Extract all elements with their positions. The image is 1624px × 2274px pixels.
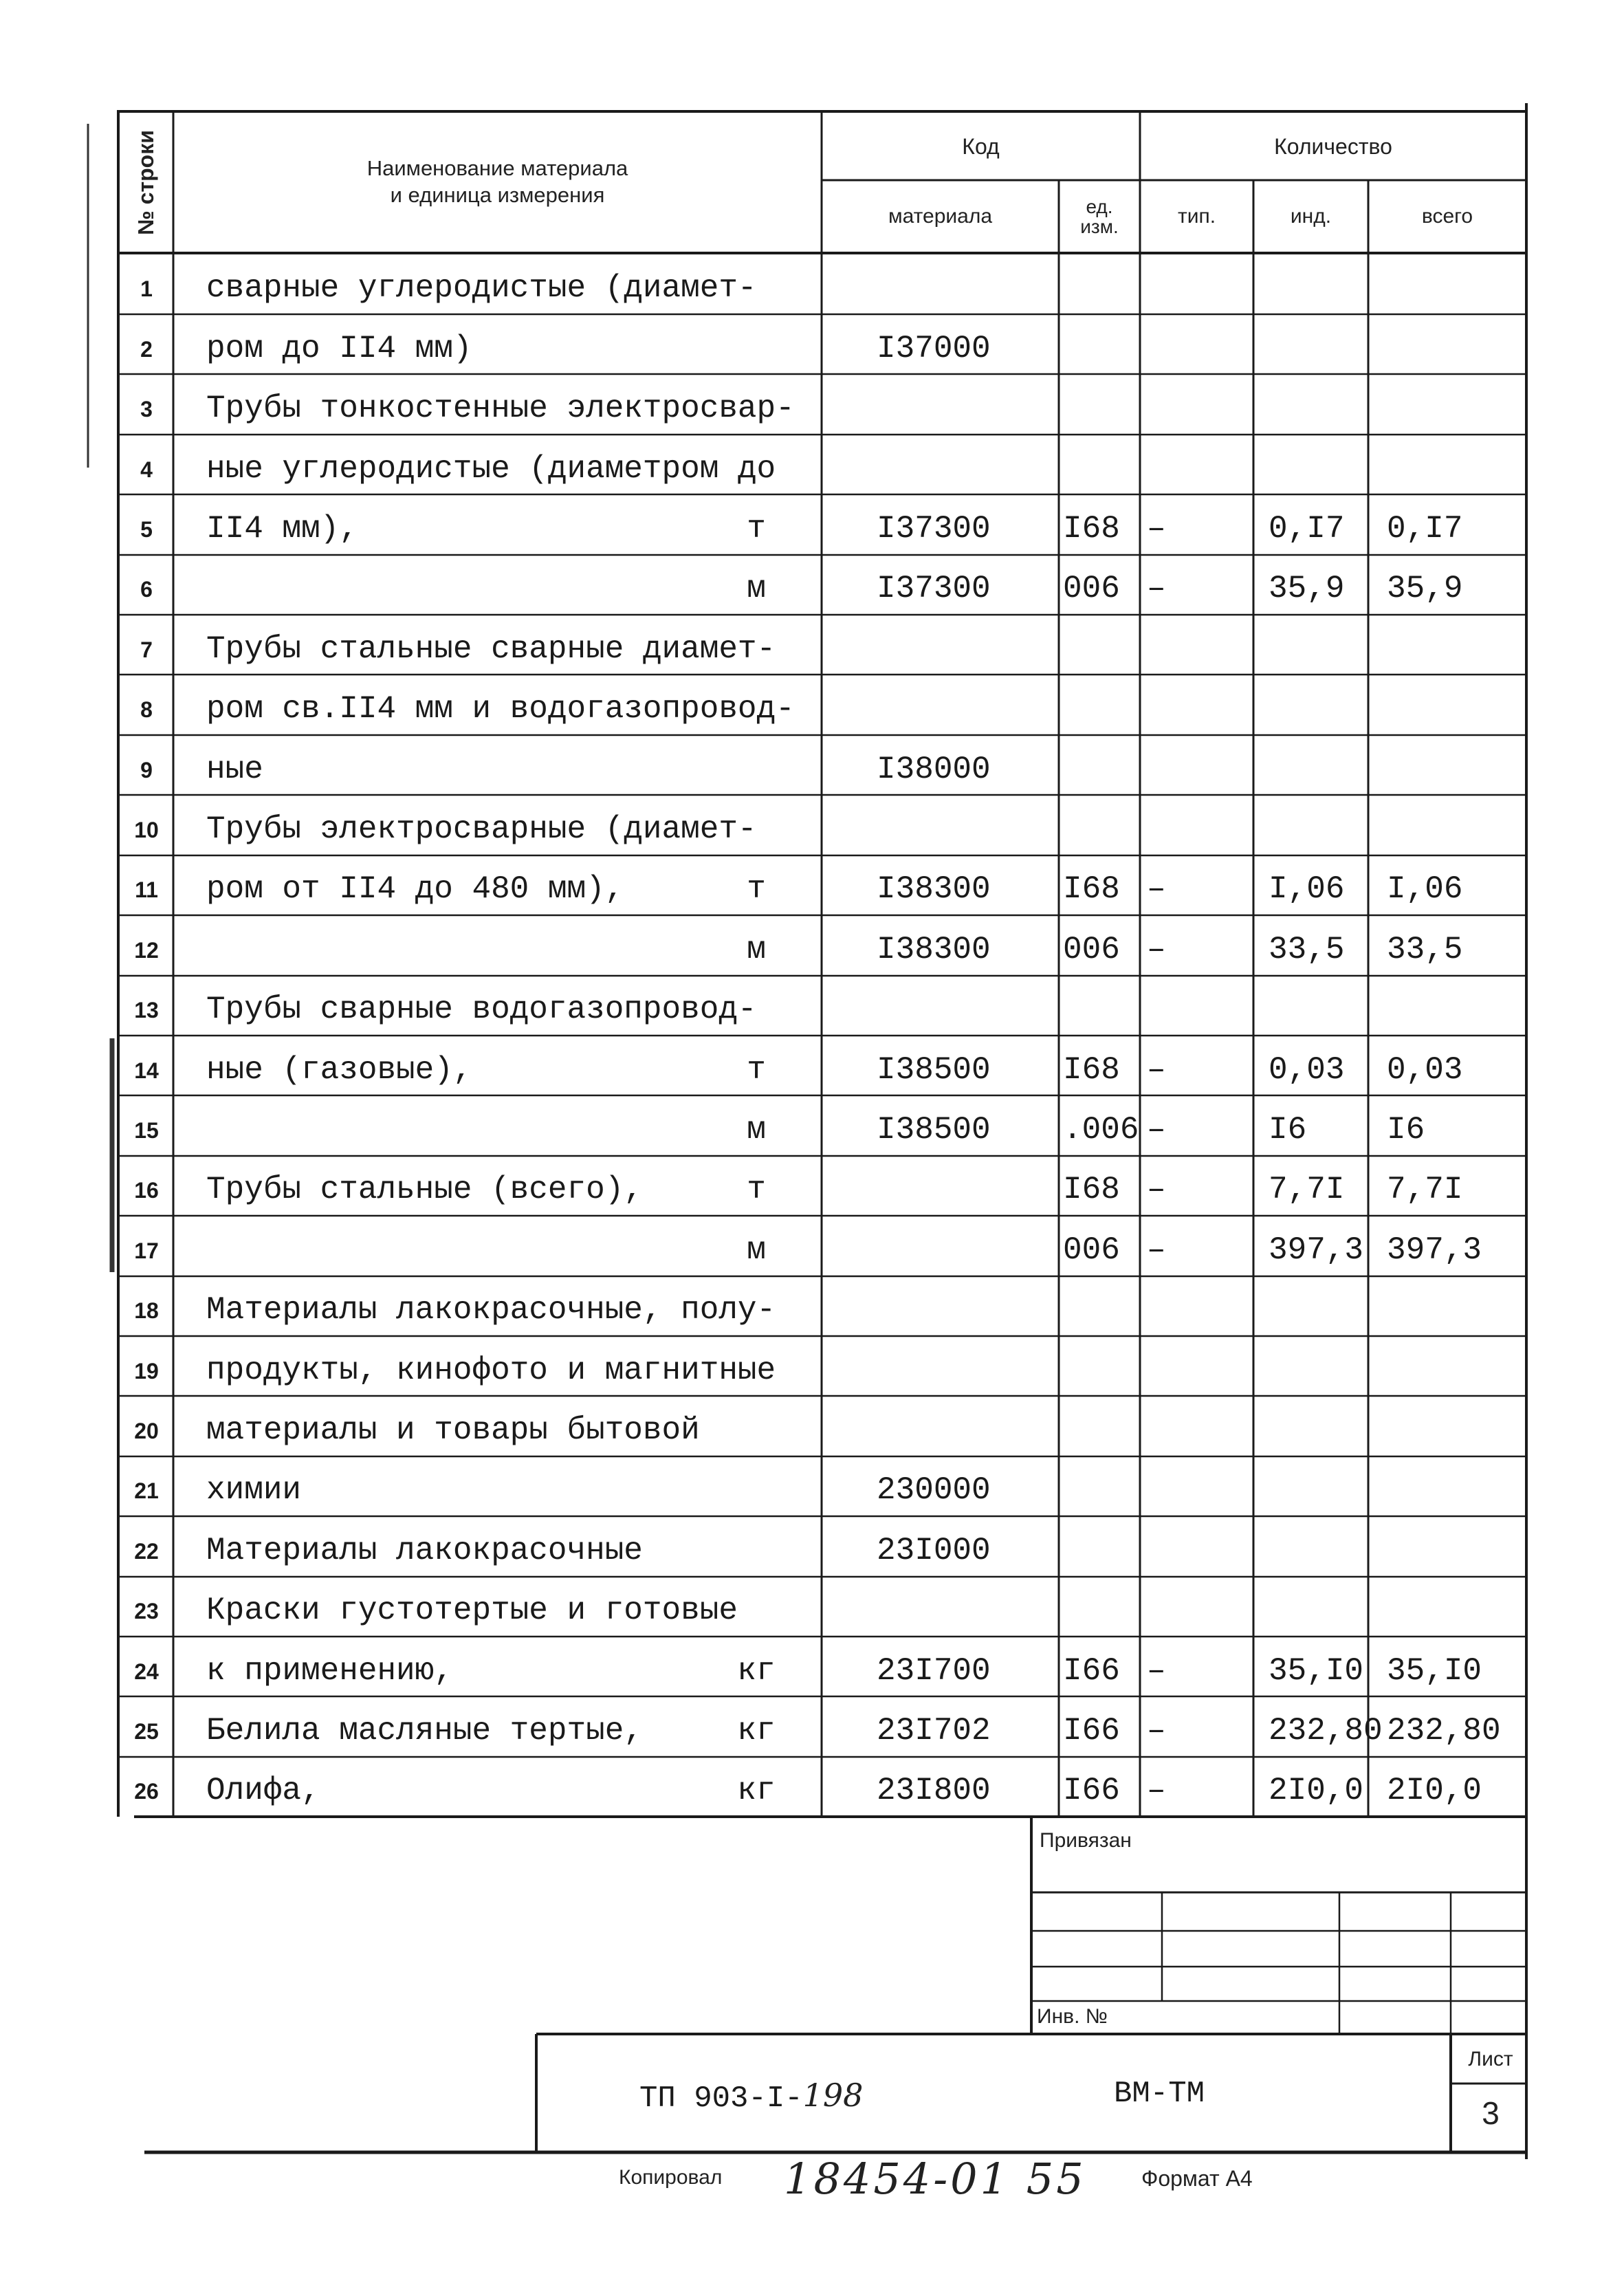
qty-ind <box>1255 1336 1368 1396</box>
qty-typ: – <box>1147 931 1166 967</box>
qty-ind: 35,9 <box>1269 571 1345 607</box>
unit-label <box>736 314 777 374</box>
material-code: I38300 <box>877 871 991 908</box>
table-row <box>0 1397 1624 1456</box>
qty-total <box>1370 1276 1521 1336</box>
qty-total <box>1370 1516 1521 1576</box>
material-name: ром св.II4 мм и водогазопровод- <box>206 691 795 728</box>
unit-code <box>1059 375 1138 435</box>
table-row <box>0 1577 1624 1637</box>
row-number: 7 <box>140 637 153 662</box>
material-code <box>822 435 1042 494</box>
unit-code: 006 <box>1063 571 1120 607</box>
qty-total <box>1370 735 1521 795</box>
row-number: 11 <box>135 877 158 903</box>
code-unit-header: ед. изм. <box>1080 195 1119 237</box>
material-code <box>822 675 1042 735</box>
qty-ind: 0,03 <box>1269 1051 1345 1088</box>
unit-code <box>1059 254 1138 314</box>
qty-ind: 0,I7 <box>1269 510 1345 547</box>
quantity-header: Количество <box>1274 133 1392 159</box>
qty-typ <box>1141 735 1251 795</box>
material-code: I38300 <box>877 931 991 967</box>
table-row <box>0 555 1624 615</box>
material-name: сварные углеродистые (диамет- <box>206 270 757 307</box>
unit-label <box>736 435 777 494</box>
unit-label: т <box>747 1051 766 1088</box>
qty-ind <box>1255 976 1368 1036</box>
material-name: Олифа, <box>206 1773 320 1809</box>
unit-label <box>736 615 777 675</box>
unit-label <box>736 735 777 795</box>
material-name: II4 мм), <box>206 510 358 547</box>
unit-code <box>1059 735 1138 795</box>
table-row <box>0 915 1624 975</box>
material-code <box>822 796 1042 855</box>
material-code <box>822 254 1042 314</box>
material-code <box>822 1336 1042 1396</box>
unit-label: м <box>747 571 766 607</box>
row-number: 8 <box>140 697 153 723</box>
qty-total: I6 <box>1387 1111 1425 1148</box>
qty-total <box>1370 796 1521 855</box>
code-header: Код <box>962 133 1000 159</box>
qty-typ <box>1141 1516 1251 1576</box>
qty-total: 397,3 <box>1387 1232 1482 1268</box>
unit-code <box>1059 1397 1138 1456</box>
row-number: 15 <box>134 1117 159 1143</box>
table-row <box>0 735 1624 795</box>
table-row <box>0 615 1624 675</box>
unit-code <box>1059 796 1138 855</box>
unit-code: 006 <box>1063 931 1120 967</box>
qty-typ <box>1141 1336 1251 1396</box>
row-number: 12 <box>134 937 159 963</box>
material-code <box>822 375 1042 435</box>
unit-code <box>1059 976 1138 1036</box>
material-code <box>822 1397 1042 1456</box>
material-name: Трубы стальные сварные диамет- <box>206 631 776 667</box>
row-number: 20 <box>134 1418 159 1443</box>
qty-ind: 232,80 <box>1269 1712 1383 1749</box>
unit-label: кг <box>737 1712 776 1749</box>
material-name: ные <box>206 751 263 787</box>
qty-typ <box>1141 1456 1251 1516</box>
row-number: 17 <box>134 1238 159 1263</box>
material-code: I38500 <box>877 1111 991 1148</box>
row-number: 26 <box>134 1779 159 1804</box>
document-code: ТП 903-I-198 <box>639 2077 864 2116</box>
material-name: ные (газовые), <box>206 1051 472 1088</box>
qty-typ <box>1141 254 1251 314</box>
row-number: 18 <box>134 1298 159 1324</box>
unit-label <box>736 1516 777 1576</box>
qty-total: I,06 <box>1387 871 1463 908</box>
material-code <box>822 1276 1042 1336</box>
unit-label <box>736 1456 777 1516</box>
qty-typ: – <box>1147 871 1166 908</box>
qty-total: 35,I0 <box>1387 1652 1482 1689</box>
material-name: химии <box>206 1472 302 1509</box>
material-name: Краски густотертые и готовые <box>206 1593 738 1629</box>
row-number: 9 <box>140 757 153 783</box>
qty-total: 7,7I <box>1387 1172 1463 1208</box>
qty-typ <box>1141 435 1251 494</box>
qty-total: 232,80 <box>1387 1712 1501 1749</box>
qty-total: 33,5 <box>1387 931 1463 967</box>
unit-code <box>1059 1336 1138 1396</box>
material-code: 230000 <box>877 1472 991 1509</box>
table-row <box>0 976 1624 1036</box>
material-name: Трубы электросварные (диамет- <box>206 811 757 847</box>
unit-code: I66 <box>1063 1652 1120 1689</box>
qty-ind <box>1255 314 1368 374</box>
material-name: Трубы сварные водогазопровод- <box>206 992 757 1028</box>
qty-ind: 2I0,0 <box>1269 1773 1364 1809</box>
unit-label: т <box>747 871 766 908</box>
sheet-label: Лист <box>1468 2048 1513 2070</box>
material-name: Белила масляные тертые, <box>206 1712 643 1749</box>
qty-total: 2I0,0 <box>1387 1773 1482 1809</box>
bound-label: Привязан <box>1040 1829 1132 1852</box>
qty-ind: 397,3 <box>1269 1232 1364 1268</box>
table-row <box>0 254 1624 314</box>
unit-label: т <box>747 1172 766 1208</box>
row-number: 2 <box>140 336 153 362</box>
qty-typ-header: тип. <box>1177 205 1216 228</box>
qty-total <box>1370 254 1521 314</box>
material-name: ные углеродистые (диаметром до <box>206 450 776 487</box>
table-row <box>0 1336 1624 1396</box>
unit-label: м <box>747 1232 766 1268</box>
table-body <box>0 254 1624 1817</box>
row-number: 10 <box>134 817 159 842</box>
qty-typ <box>1141 615 1251 675</box>
unit-code: I68 <box>1063 1051 1120 1088</box>
material-code: I38500 <box>877 1051 991 1088</box>
material-name: Трубы стальные (всего), <box>206 1172 643 1208</box>
material-code <box>822 1216 1042 1276</box>
qty-ind <box>1255 1577 1368 1637</box>
row-number-header: № строки <box>133 129 158 235</box>
row-number: 4 <box>140 457 153 482</box>
unit-code <box>1059 314 1138 374</box>
material-name: материалы и товары бытовой <box>206 1412 700 1448</box>
table-row <box>0 375 1624 435</box>
unit-label <box>736 1397 777 1456</box>
qty-total <box>1370 1456 1521 1516</box>
material-name: ром от II4 до 480 мм), <box>206 871 624 908</box>
inventory-number-label: Инв. № <box>1037 2005 1108 2028</box>
qty-total <box>1370 1577 1521 1637</box>
unit-label <box>736 1276 777 1336</box>
qty-ind <box>1255 675 1368 735</box>
unit-label <box>736 1577 777 1637</box>
material-name: Трубы тонкостенные электросвар- <box>206 391 795 427</box>
qty-total <box>1370 976 1521 1036</box>
qty-ind: 7,7I <box>1269 1172 1345 1208</box>
material-code: 23I800 <box>877 1773 991 1809</box>
material-name: ром до II4 мм) <box>206 330 472 367</box>
code-material-header: материала <box>888 205 993 228</box>
qty-total <box>1370 1336 1521 1396</box>
qty-typ: – <box>1147 1111 1166 1148</box>
unit-code: .006 <box>1063 1111 1139 1148</box>
qty-ind <box>1255 735 1368 795</box>
qty-typ: – <box>1147 1773 1166 1809</box>
row-number: 25 <box>134 1718 159 1744</box>
unit-label <box>736 254 777 314</box>
qty-typ: – <box>1147 1051 1166 1088</box>
qty-ind: 35,I0 <box>1269 1652 1364 1689</box>
table-row <box>0 1096 1624 1156</box>
document-mark: ВМ-ТМ <box>1114 2077 1205 2111</box>
qty-typ: – <box>1147 510 1166 547</box>
qty-total <box>1370 1397 1521 1456</box>
table-row <box>0 314 1624 374</box>
document-code-handwritten: 198 <box>802 2077 864 2114</box>
row-number: 13 <box>134 998 159 1023</box>
table-row <box>0 1757 1624 1817</box>
table-row <box>0 855 1624 915</box>
qty-ind <box>1255 1516 1368 1576</box>
table-row <box>0 675 1624 735</box>
qty-total-header: всего <box>1421 205 1473 228</box>
table-row <box>0 435 1624 494</box>
unit-label <box>736 675 777 735</box>
row-number: 6 <box>140 577 153 602</box>
material-code: 23I702 <box>877 1712 991 1749</box>
material-name: к применению, <box>206 1652 453 1689</box>
material-code <box>822 1156 1042 1216</box>
material-code: I37300 <box>877 510 991 547</box>
qty-ind: I,06 <box>1269 871 1345 908</box>
unit-code <box>1059 1456 1138 1516</box>
material-name: продукты, кинофото и магнитные <box>206 1352 776 1388</box>
qty-total <box>1370 375 1521 435</box>
qty-typ <box>1141 675 1251 735</box>
unit-label <box>736 1336 777 1396</box>
material-name <box>206 555 736 615</box>
row-number: 3 <box>140 397 153 422</box>
material-name: Материалы лакокрасочные, полу- <box>206 1292 776 1329</box>
table-row <box>0 1697 1624 1757</box>
unit-label: м <box>747 931 766 967</box>
qty-typ: – <box>1147 571 1166 607</box>
unit-code <box>1059 1516 1138 1576</box>
qty-typ: – <box>1147 1232 1166 1268</box>
row-number: 16 <box>134 1178 159 1203</box>
table-row <box>0 1516 1624 1576</box>
table-row <box>0 1637 1624 1696</box>
row-number: 24 <box>134 1659 159 1684</box>
qty-ind <box>1255 254 1368 314</box>
row-number: 19 <box>134 1358 159 1384</box>
unit-code <box>1059 615 1138 675</box>
row-number: 22 <box>134 1538 159 1564</box>
unit-code: I68 <box>1063 510 1120 547</box>
qty-typ <box>1141 314 1251 374</box>
qty-typ <box>1141 1397 1251 1456</box>
unit-code <box>1059 675 1138 735</box>
material-code <box>822 1577 1042 1637</box>
material-code <box>822 615 1042 675</box>
unit-label: т <box>747 510 766 547</box>
material-code <box>822 976 1042 1036</box>
material-code: 23I700 <box>877 1652 991 1689</box>
material-name-header: Наименование материала и единица измерения <box>366 156 628 207</box>
row-number: 23 <box>134 1599 159 1624</box>
material-code: 23I000 <box>877 1532 991 1568</box>
qty-ind <box>1255 435 1368 494</box>
material-code: I38000 <box>877 751 991 787</box>
qty-ind: I6 <box>1269 1111 1307 1148</box>
unit-code <box>1059 1577 1138 1637</box>
unit-code <box>1059 1276 1138 1336</box>
row-number: 5 <box>140 516 153 542</box>
copy-handwritten-number: 18454-01 55 <box>784 2154 1086 2204</box>
unit-label: кг <box>737 1652 776 1689</box>
qty-total: 0,I7 <box>1387 510 1463 547</box>
row-number: 1 <box>140 276 153 302</box>
table-row <box>0 796 1624 855</box>
table-row <box>0 1276 1624 1336</box>
qty-typ <box>1141 976 1251 1036</box>
qty-ind <box>1255 375 1368 435</box>
unit-label <box>736 976 777 1036</box>
material-name: Материалы лакокрасочные <box>206 1532 643 1568</box>
qty-total: 35,9 <box>1387 571 1463 607</box>
unit-label: м <box>747 1111 766 1148</box>
qty-ind <box>1255 615 1368 675</box>
qty-ind-header: инд. <box>1290 205 1332 228</box>
unit-code <box>1059 435 1138 494</box>
qty-typ: – <box>1147 1652 1166 1689</box>
qty-ind <box>1255 796 1368 855</box>
qty-total <box>1370 675 1521 735</box>
format-label: Формат А4 <box>1141 2166 1253 2191</box>
table-row <box>0 1216 1624 1276</box>
row-number: 21 <box>134 1478 159 1504</box>
qty-ind: 33,5 <box>1269 931 1345 967</box>
qty-total: 0,03 <box>1387 1051 1463 1088</box>
table-row <box>0 1156 1624 1216</box>
qty-typ: – <box>1147 1172 1166 1208</box>
copied-by-label: Копировал <box>619 2166 723 2189</box>
table-row <box>0 1456 1624 1516</box>
unit-code: 006 <box>1063 1232 1120 1268</box>
unit-label <box>736 375 777 435</box>
qty-typ <box>1141 1276 1251 1336</box>
unit-code: I68 <box>1063 871 1120 908</box>
material-code: I37000 <box>877 330 991 367</box>
material-code: I37300 <box>877 571 991 607</box>
qty-typ <box>1141 375 1251 435</box>
unit-code: I66 <box>1063 1773 1120 1809</box>
row-number: 14 <box>134 1058 159 1083</box>
unit-label: кг <box>737 1773 776 1809</box>
qty-typ <box>1141 1577 1251 1637</box>
qty-ind <box>1255 1276 1368 1336</box>
table-row <box>0 1036 1624 1095</box>
qty-typ <box>1141 796 1251 855</box>
material-name <box>206 1096 736 1156</box>
qty-typ: – <box>1147 1712 1166 1749</box>
unit-label <box>736 796 777 855</box>
qty-total <box>1370 435 1521 494</box>
qty-ind <box>1255 1397 1368 1456</box>
unit-code: I68 <box>1063 1172 1120 1208</box>
qty-ind <box>1255 1456 1368 1516</box>
unit-code: I66 <box>1063 1712 1120 1749</box>
qty-total <box>1370 314 1521 374</box>
material-name <box>206 915 736 975</box>
sheet-number: 3 <box>1482 2095 1500 2131</box>
qty-total <box>1370 615 1521 675</box>
material-name <box>206 1216 736 1276</box>
table-row <box>0 495 1624 555</box>
